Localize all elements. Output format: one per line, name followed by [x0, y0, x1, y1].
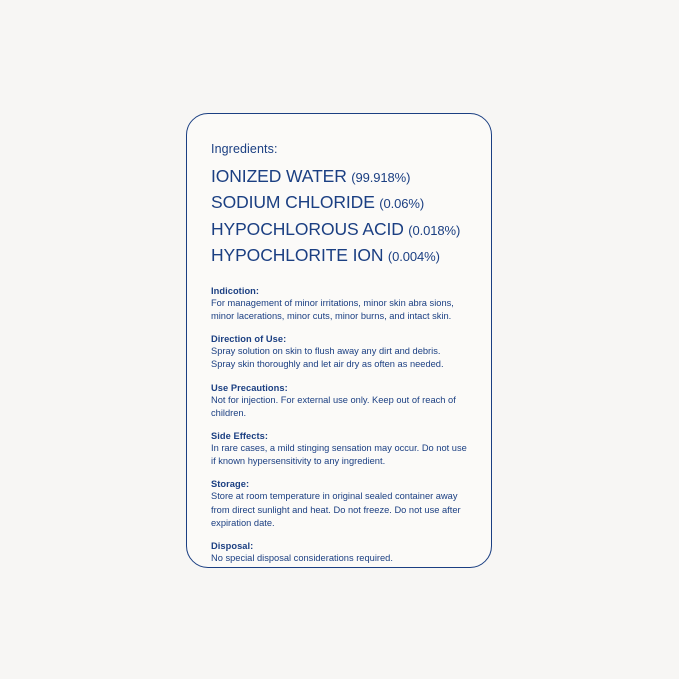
section-title: Storage:	[211, 479, 250, 490]
section-body: Store at room temperature in original sealed container away from direct sunlight and heat. Do not freeze. Do not use after expiration date.	[211, 491, 461, 528]
section-body: Spray solution on skin to flush away any dirt and debris. Spray skin thoroughly and let air dry as often as needed.	[211, 346, 444, 370]
section-title: Side Effects:	[211, 431, 268, 441]
section-body: No special disposal considerations required.	[211, 552, 393, 563]
list-item	[211, 244, 467, 267]
section-use-precautions	[211, 383, 467, 420]
list-item	[211, 218, 467, 241]
section-body: Not for injection. For external use only. Keep out of reach of children.	[211, 394, 456, 418]
section-body: For management of minor irritations, minor skin abra sions, minor lacerations, minor cuts, minor burns, and intact skin.	[211, 297, 454, 322]
section-disposal	[211, 541, 467, 565]
section-title: Direction of Use:	[211, 334, 287, 345]
ingredient-percent: (0.018%)	[408, 222, 461, 238]
list-item	[211, 165, 467, 188]
section-body: In rare cases, a mild stinging sensation may occur. Do not use if known hypersensitivity to any ingredient.	[211, 443, 467, 467]
section-side-effects	[211, 431, 467, 468]
section-indication	[211, 286, 467, 323]
ingredient-name: HYPOCHLOROUS ACID	[211, 218, 404, 239]
ingredient-percent: (0.004%)	[387, 249, 440, 265]
section-title: Disposal:	[211, 540, 254, 551]
section-storage	[211, 479, 467, 530]
section-title: Use Precautions:	[211, 382, 288, 393]
section-title: Indicotion:	[211, 285, 260, 296]
ingredients-heading: Ingredients:	[211, 142, 278, 156]
ingredient-name: IONIZED WATER	[211, 166, 347, 186]
ingredients-list	[211, 165, 467, 268]
section-direction-of-use	[211, 334, 467, 371]
list-item	[211, 191, 467, 214]
product-label-card	[186, 113, 492, 568]
ingredient-name: SODIUM CHLORIDE	[211, 192, 375, 213]
ingredient-percent: (0.06%)	[379, 196, 425, 212]
ingredient-percent: (99.918%)	[351, 170, 411, 185]
ingredient-name: HYPOCHLORITE ION	[211, 245, 384, 266]
